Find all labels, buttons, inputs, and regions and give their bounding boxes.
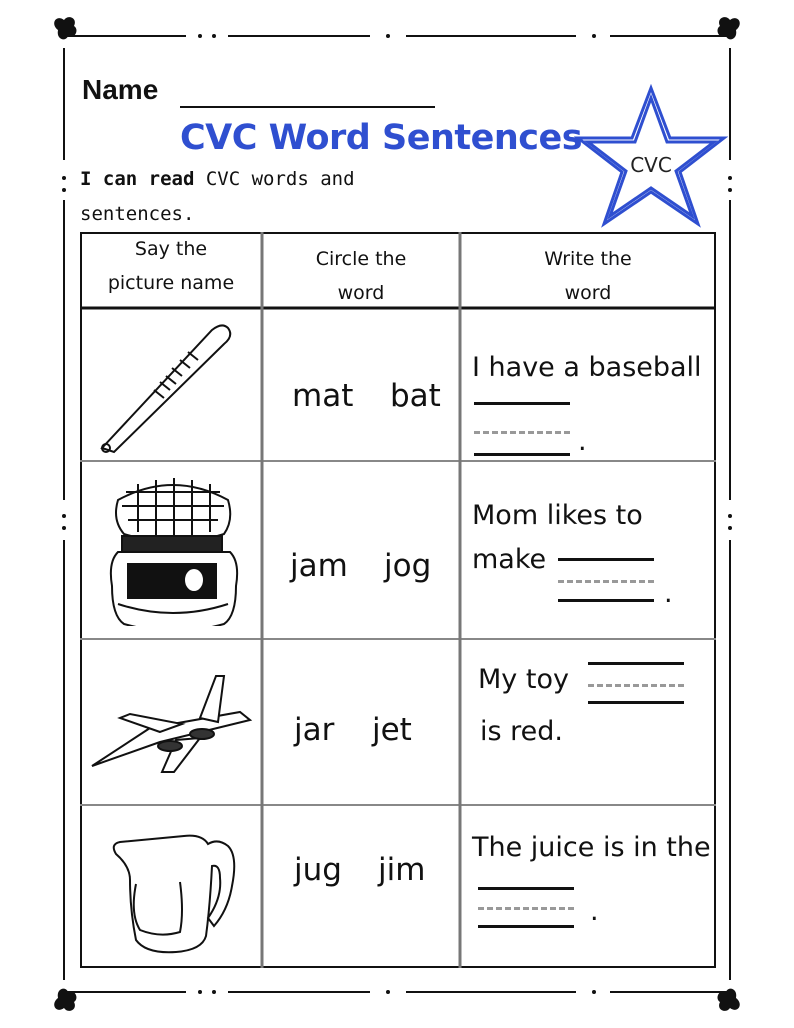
name-label: Name <box>82 74 159 105</box>
column-header-say-line2: picture name <box>107 272 235 294</box>
write-line-mid[interactable] <box>478 907 574 910</box>
star-label: CVC <box>630 153 672 177</box>
choice-word[interactable]: jim <box>378 852 426 888</box>
write-line-base[interactable] <box>558 599 654 602</box>
name-write-line[interactable] <box>180 106 435 108</box>
objective-text <box>80 162 440 232</box>
write-line-mid[interactable] <box>558 580 654 583</box>
choice-word[interactable]: jet <box>372 712 412 748</box>
column-header-write-line2: word <box>564 282 612 304</box>
column-header-circle <box>262 242 460 310</box>
sentence-line: is red. <box>480 716 563 747</box>
cvc-star-badge <box>574 84 728 230</box>
worksheet-title: CVC Word Sentences <box>180 118 583 158</box>
write-line-base[interactable] <box>478 925 574 928</box>
choice-word[interactable]: jog <box>384 548 432 584</box>
column-header-circle-line2: word <box>337 282 385 304</box>
column-header-say-line1: Say the <box>134 238 208 260</box>
write-line-top[interactable] <box>558 558 654 561</box>
worksheet-table <box>80 232 716 968</box>
column-header-circle-line1: Circle the <box>315 248 407 270</box>
write-line-mid[interactable] <box>588 684 684 687</box>
column-header-say <box>80 232 262 300</box>
choice-word[interactable]: jug <box>294 852 342 888</box>
sentence-period: . <box>578 426 587 457</box>
choice-word[interactable]: jam <box>290 548 348 584</box>
sentence-period: . <box>590 896 599 927</box>
jug-icon <box>106 814 246 962</box>
sentence-line: The juice is in the <box>472 832 711 863</box>
choice-word[interactable]: mat <box>292 378 354 414</box>
write-line-top[interactable] <box>474 402 570 405</box>
write-line-top[interactable] <box>478 887 574 890</box>
sentence-line: Mom likes to <box>472 500 643 531</box>
choice-word[interactable]: jar <box>294 712 335 748</box>
column-header-write-line1: Write the <box>544 248 632 270</box>
sentence-line: My toy <box>478 664 569 695</box>
column-header-write <box>460 242 716 310</box>
write-line-mid[interactable] <box>474 431 570 434</box>
write-line-top[interactable] <box>588 662 684 665</box>
objective-bold: I can read <box>80 168 195 190</box>
sentence-period: . <box>664 578 673 609</box>
choice-word[interactable]: bat <box>390 378 441 414</box>
sentence-line: I have a baseball <box>472 352 702 383</box>
objective-rest: CVC words and sentences. <box>80 168 355 225</box>
baseball-bat-icon <box>94 320 244 454</box>
jet-plane-icon <box>90 668 256 778</box>
write-line-base[interactable] <box>588 701 684 704</box>
sentence-line: make <box>472 544 547 575</box>
write-line-base[interactable] <box>474 453 570 456</box>
jam-jar-icon <box>98 470 248 626</box>
